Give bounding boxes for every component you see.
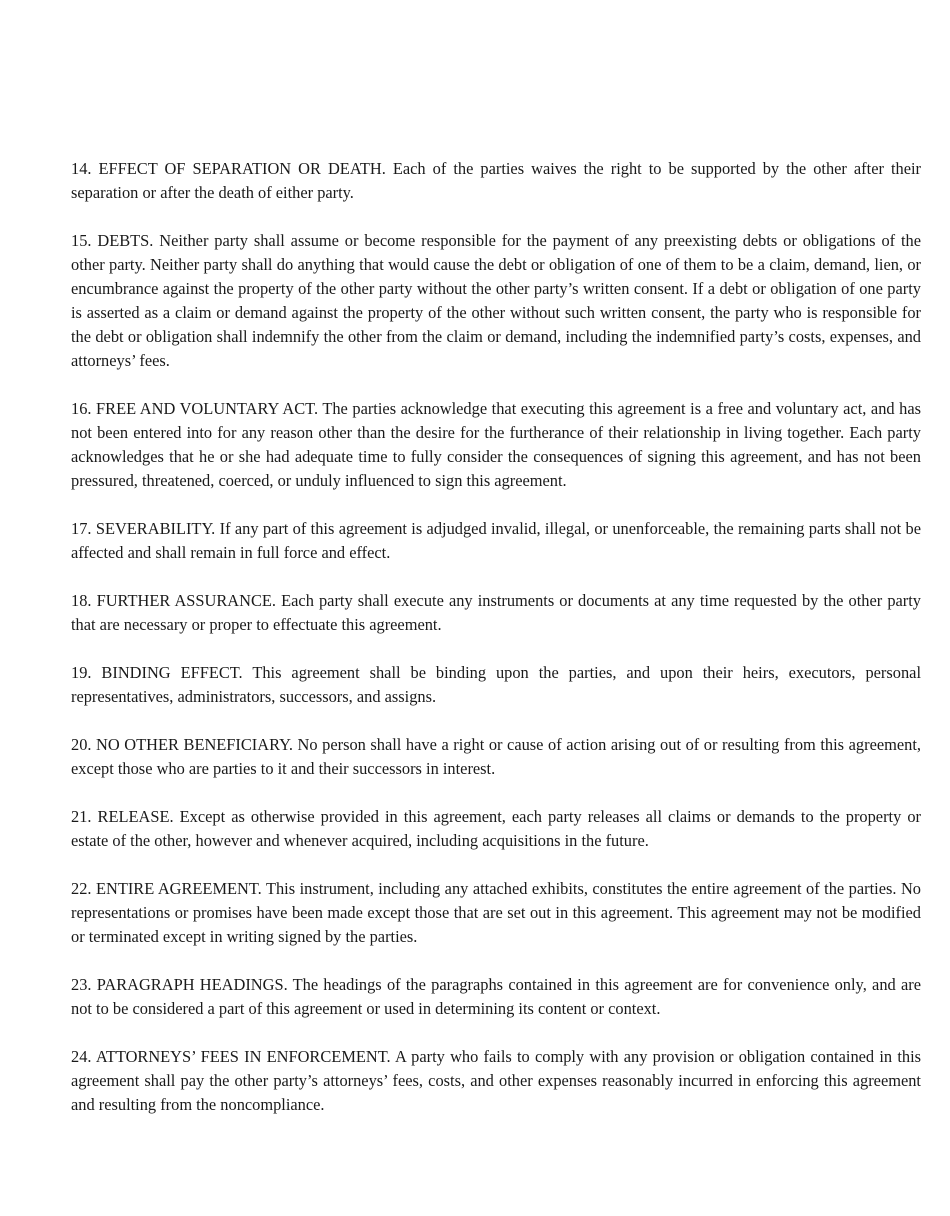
document-page: [71, 157, 921, 1117]
clause-body: Each party shall execute any instruments or documents at any time requested by the other party that are necessary or proper to effectuate this agreement.: [71, 591, 922, 634]
clause-14: [71, 157, 921, 205]
clause-24: [71, 1045, 921, 1117]
clause-heading: 16. FREE AND VOLUNTARY ACT.: [71, 399, 319, 418]
clause-body: If any part of this agreement is adjudged invalid, illegal, or unenforceable, the remaining parts shall not be affected and shall remain in full force and effect.: [71, 519, 921, 562]
clause-heading: 23. PARAGRAPH HEADINGS.: [71, 975, 288, 994]
clause-18: [71, 589, 921, 637]
clause-17: [71, 517, 921, 565]
clause-body: Except as otherwise provided in this agreement, each party releases all claims or demands to the property or estate of the other, however and whenever acquired, including acquisitions in the future.: [71, 807, 921, 850]
clause-body: Each of the parties waives the right to be supported by the other after their separation or after the death of either party.: [71, 159, 921, 202]
clause-20: [71, 733, 921, 781]
clause-heading: 17. SEVERABILITY.: [71, 519, 216, 538]
clause-19: [71, 661, 921, 709]
clause-16: [71, 397, 921, 493]
clause-body: A party who fails to comply with any provision or obligation contained in this agreement shall pay the other party’s attorneys’ fees, costs, and other expenses reasonably incurred in enforcing this agreement and resulting from the noncompliance.: [71, 1047, 922, 1114]
clause-heading: 19. BINDING EFFECT.: [71, 663, 243, 682]
clause-21: [71, 805, 921, 853]
clause-body: This instrument, including any attached exhibits, constitutes the entire agreement of the parties. No representations or promises have been made except those that are set out in this agreement. This agreement may not be modified or terminated except in writing signed by the parties.: [71, 879, 921, 946]
clause-heading: 21. RELEASE.: [71, 807, 174, 826]
clause-heading: 20. NO OTHER BENEFICIARY.: [71, 735, 293, 754]
clause-body: The headings of the paragraphs contained in this agreement are for convenience only, and are not to be considered a part of this agreement or used in determining its content or context.: [71, 975, 921, 1018]
clause-body: No person shall have a right or cause of action arising out of or resulting from this agreement, except those who are parties to it and their successors in interest.: [71, 735, 921, 778]
clause-22: [71, 877, 921, 949]
clause-heading: 14. EFFECT OF SEPARATION OR DEATH.: [71, 159, 386, 178]
clause-body: This agreement shall be binding upon the parties, and upon their heirs, executors, personal representatives, administrators, successors, and assigns.: [71, 663, 921, 706]
clause-heading: 22. ENTIRE AGREEMENT.: [71, 879, 262, 898]
clause-heading: 18. FURTHER ASSURANCE.: [71, 591, 277, 610]
clause-body: The parties acknowledge that executing this agreement is a free and voluntary act, and has not been entered into for any reason other than the desire for the furtherance of their relationship in living together. Each party acknowledges that he or she had adequate time to fully consider the consequences of signing this agreement, and has not been pressured, threatened, coerced, or unduly influenced to sign this agreement.: [71, 399, 921, 490]
clause-23: [71, 973, 921, 1021]
clause-heading: 24. ATTORNEYS’ FEES IN ENFORCEMENT.: [71, 1047, 391, 1066]
clause-body: Neither party shall assume or become responsible for the payment of any preexisting debts or obligations of the other party. Neither party shall do anything that would cause the debt or obligation of one of them to be a claim, demand, lien, or encumbrance against the property of the other party without the other party’s written consent. If a debt or obligation of one party is asserted as a claim or demand against the property of the other without such written consent, the party who is responsible for the debt or obligation shall indemnify the other from the claim or demand, including the indemnified party’s costs, expenses, and attorneys’ fees.: [71, 231, 921, 370]
clause-heading: 15. DEBTS.: [71, 231, 154, 250]
clause-15: [71, 229, 921, 373]
